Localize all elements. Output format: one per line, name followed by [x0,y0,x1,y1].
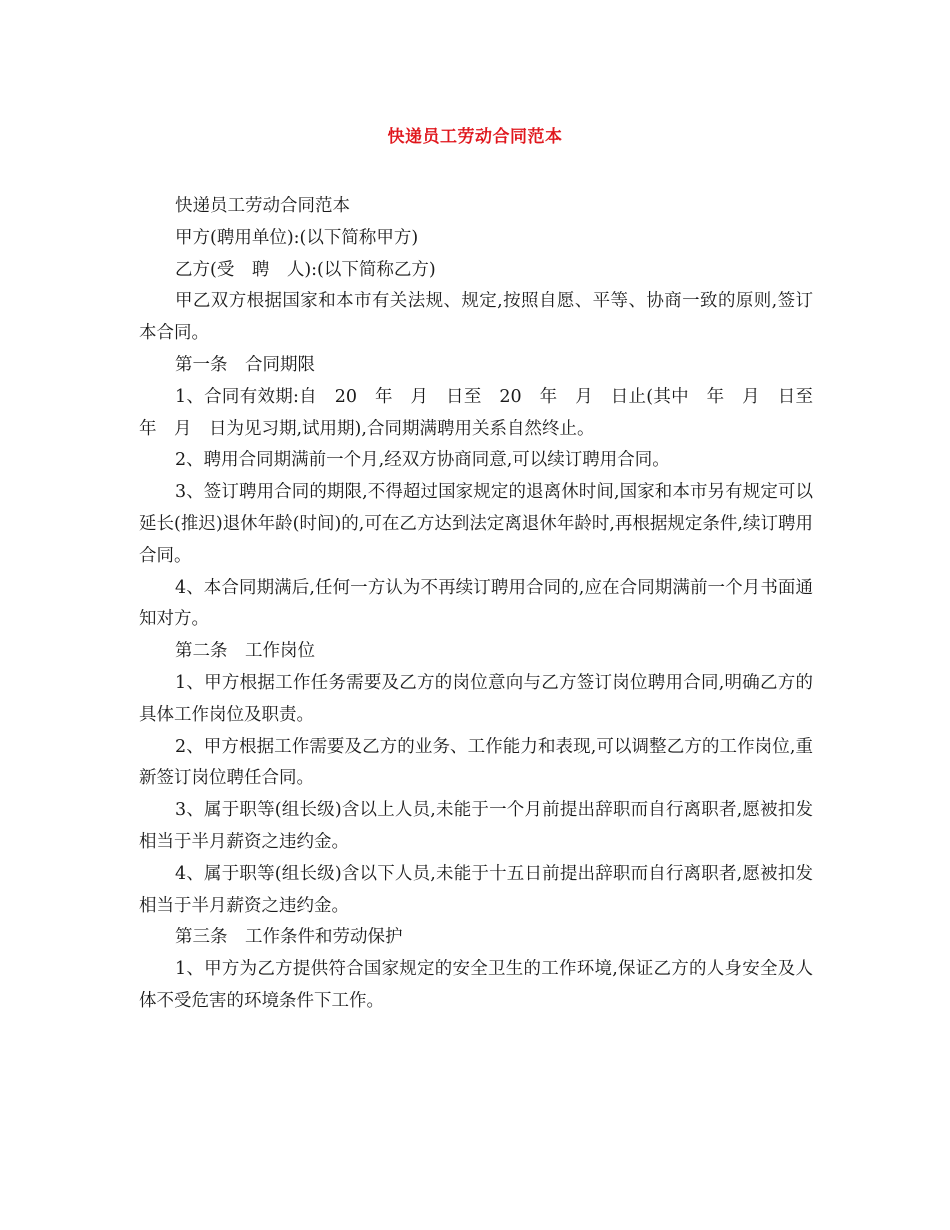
paragraph-heading-repeat: 快递员工劳动合同范本 [175,196,350,216]
paragraph-party-a: 甲方(聘用单位):(以下简称甲方) [175,227,419,248]
clause-2-2: 2、甲方根据工作需要及乙方的业务、工作能力和表现,可以调整乙方的工作岗位,重新签订岗位聘任合同。 [139,736,813,789]
clause-2-1: 1、甲方根据工作任务需要及乙方的岗位意向与乙方签订岗位聘用合同,明确乙方的具体工作岗位及职责。 [139,672,813,725]
paragraph-preamble: 甲乙双方根据国家和本市有关法规、规定,按照自愿、平等、协商一致的原则,签订本合同。 [139,291,813,344]
paragraph-party-b: 乙方(受 聘 人):(以下简称乙方) [175,259,436,280]
document-title: 快递员工劳动合同范本 [387,127,563,147]
clause-1-2: 2、聘用合同期满前一个月,经双方协商同意,可以续订聘用合同。 [175,450,670,471]
clause-1-1: 1、合同有效期:自 20 年 月 日至 20 年 月 日止(其中 年 月 日至 年 月 日为见习期,试用期),合同期满聘用关系自然终止。 [139,386,831,439]
clause-1-3: 3、签订聘用合同的期限,不得超过国家规定的退离休时间,国家和本市另有规定可以延长(推迟)退休年龄(时间)的,可在乙方达到法定离退休年龄时,再根据规定条件,续订聘用合同。 [139,482,813,566]
clause-2-3: 3、属于职等(组长级)含以上人员,未能于一个月前提出辞职而自行离职者,愿被扣发相当于半月薪资之违约金。 [139,800,813,852]
clause-1-4: 4、本合同期满后,任何一方认为不再续订聘用合同的,应在合同期满前一个月书面通知对方。 [139,577,813,630]
clause-2-4: 4、属于职等(组长级)含以下人员,未能于十五日前提出辞职而自行离职者,愿被扣发相当于半月薪资之违约金。 [139,863,813,916]
clause-3-1: 1、甲方为乙方提供符合国家规定的安全卫生的工作环境,保证乙方的人身安全及人体不受危害的环境条件下工作。 [139,959,813,1011]
section-heading-conditions: 第三条 工作条件和劳动保护 [175,927,403,948]
document-body [139,191,831,1018]
section-heading-position: 第二条 工作岗位 [175,641,315,662]
section-heading-term: 第一条 合同期限 [175,354,315,375]
